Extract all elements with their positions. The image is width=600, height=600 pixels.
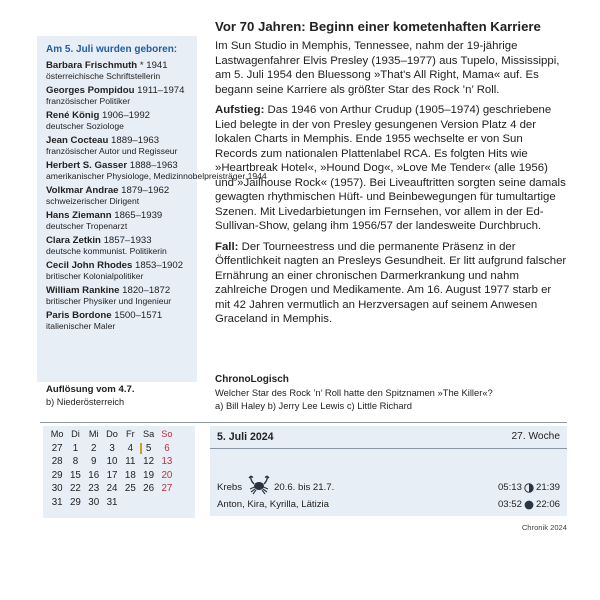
birth-name: Cecil John Rhodes	[46, 260, 133, 271]
birth-years: 1820–1872	[119, 285, 171, 296]
weekday-label: Mi	[88, 429, 99, 439]
birth-years: 1888–1963	[127, 160, 178, 171]
day-cell: 20	[161, 469, 173, 481]
birth-name: Barbara Frischmuth	[46, 60, 138, 71]
solution-box	[46, 383, 201, 408]
birth-description: schweizerischer Dirigent	[46, 196, 140, 206]
birth-years: * 1941	[137, 60, 168, 71]
day-cell: 30	[88, 496, 100, 508]
moonset-time: 22:06	[535, 499, 560, 510]
solution-text: b) Niederösterreich	[46, 397, 125, 407]
day-cell: 8	[72, 456, 79, 467]
calendar-week-row	[48, 469, 176, 483]
birth-entry	[46, 85, 191, 107]
day-divider	[210, 448, 567, 449]
birth-line	[46, 310, 191, 321]
birth-entry	[46, 235, 191, 257]
zodiac-name: Krebs	[217, 482, 243, 493]
birth-years: 1879–1962	[118, 185, 170, 196]
day-cell: 1	[72, 442, 79, 454]
day-cell: 19	[143, 469, 155, 481]
birth-years: 1865–1939	[111, 210, 163, 221]
sun-icon	[524, 483, 534, 493]
birth-years: 1906–1992	[99, 110, 150, 121]
birth-years: 1911–1974	[134, 85, 185, 96]
calendar-week-row	[48, 496, 176, 510]
week-number-cell: 29	[51, 469, 63, 481]
birth-entry	[46, 110, 191, 132]
copyright: Chronik 2024	[521, 523, 567, 532]
birth-years: 1889–1963	[108, 135, 160, 146]
birth-entry	[46, 135, 191, 157]
birth-description: französischer Politiker	[46, 96, 131, 106]
rise-label: Aufstieg:	[215, 104, 265, 116]
birth-description: deutscher Soziologe	[46, 121, 124, 131]
day-cell: 10	[106, 456, 118, 467]
birth-entry	[46, 185, 191, 207]
cancer-crab-icon	[247, 474, 271, 496]
moonrise-time: 03:52	[497, 499, 522, 510]
birth-description: italienischer Maler	[46, 321, 116, 331]
day-cell: 16	[88, 469, 100, 481]
chrono-question: Welcher Star des Rock ’n’ Roll hatte den Spitznamen »The Killer«?	[215, 387, 493, 398]
day-cell: 4	[127, 442, 134, 454]
sunrise-time: 05:13	[497, 482, 522, 493]
day-cell	[158, 496, 176, 510]
birth-name: Hans Ziemann	[46, 210, 112, 221]
day-cell	[121, 496, 139, 510]
birth-description: britischer Kolonialpolitiker	[46, 271, 144, 281]
chrono-answers: a) Bill Haley b) Jerry Lee Lewis c) Little Richard	[215, 400, 412, 411]
day-cell: 18	[124, 469, 136, 481]
birth-entry	[46, 310, 191, 332]
birth-line	[46, 160, 191, 171]
birth-description: deutscher Tropenarzt	[46, 221, 128, 231]
birth-years: 1853–1902	[132, 260, 184, 271]
day-cell: 24	[106, 483, 118, 494]
births-heading: Am 5. Juli wurden geboren:	[46, 44, 178, 55]
birth-line	[46, 185, 191, 196]
solution-title: Auflösung vom 4.7.	[46, 384, 135, 395]
day-cell: 12	[143, 456, 155, 467]
weekday-label: Fr	[126, 429, 135, 439]
calendar-weekday-row	[48, 428, 176, 442]
day-cell: 23	[88, 483, 100, 494]
birth-description: österreichische Schriftstellerin	[46, 71, 161, 81]
birth-line	[46, 210, 191, 221]
birth-line	[46, 85, 191, 96]
day-cell	[139, 496, 157, 510]
birth-entry	[46, 160, 267, 182]
day-date: 5. Juli 2024	[217, 431, 274, 443]
chrono-title: ChronoLogisch	[215, 374, 289, 385]
birth-years: 1500–1571	[111, 310, 163, 321]
fall-label: Fall:	[215, 240, 239, 253]
sun-times	[498, 482, 560, 493]
day-cell: 11	[125, 456, 136, 467]
week-number-cell: 31	[51, 496, 63, 508]
birth-line	[46, 135, 191, 146]
birth-description: deutsche kommunist. Politikerin	[46, 246, 167, 256]
birth-description: französischer Autor und Regisseur	[46, 146, 178, 156]
birth-entry	[46, 60, 191, 82]
day-cell: 29	[69, 496, 81, 508]
sunset-time: 21:39	[535, 482, 560, 493]
birth-name: Jean Cocteau	[46, 135, 109, 146]
day-cell: 27	[161, 483, 173, 494]
weekday-label: Mo	[50, 429, 64, 439]
rise-text: Das 1946 von Arthur Crudup (1905–1974) geschriebene Lied belegte in der von Presley gesungenen Version Platz 4 der lokalen Charts in Memphis. Ende 1955 wechselte er von Sun Records zum nationalen Plattenlabel RCA. Es folgten Hits wie »Heartbreak Hotel«, »Hound Dog«, »Love Me Tender« (alle 1956) und »Jailhouse Rock« (1957). Bei Liveauftritten sorgten seine damals gewagten rhythmischen Hüft- und Beinbewegungen für tumultartige Szenen. Mit Livedarbietungen im Fernsehen, vor allem in der Ed-Sullivan-Show, gelang ihm 1956/57 der landesweite Durchbruch.	[215, 104, 566, 232]
weekday-label: Di	[71, 429, 80, 439]
day-cell: 17	[106, 469, 118, 481]
calendar-week-row	[48, 455, 176, 469]
calendar-week-row	[48, 442, 176, 456]
birth-description: amerikanischer Physiologe, Medizinnobelpreisträger 1944	[46, 171, 267, 181]
day-cell: 25	[124, 483, 136, 494]
article-intro: Im Sun Studio in Memphis, Tennessee, nahm der 19-jährige Lastwagenfahrer Elvis Presley (1935–1977) aus Tupelo, Mississippi, am 5. Juli 1954 den Bluessong »That's All Right, Mama« auf. Es begann seine Karriere als größter Star des Rock ’n’ Roll.	[215, 40, 560, 96]
birth-line	[46, 285, 191, 296]
weekday-label: Sa	[143, 429, 155, 439]
birth-entry	[46, 210, 191, 232]
chrono-quiz	[215, 373, 567, 412]
birth-name: William Rankine	[46, 285, 120, 296]
week-number-cell: 28	[51, 456, 63, 467]
calendar-week-row	[48, 482, 176, 496]
day-cell: 15	[69, 469, 81, 481]
day-cell: 26	[143, 483, 155, 494]
zodiac-range: 20.6. bis 21.7.	[274, 482, 335, 493]
birth-entry	[46, 285, 191, 307]
fall-text: Der Tourneestress und die permanente Präsenz in der Öffentlichkeit nagten an Presleys Gesundheit. Er litt aufgrund falscher Ernährung an einer chronischen Darmerkrankung und nahm zahlreiche Drogen und Medikamente. Am 16. August 1977 starb er mit 42 Jahren vermutlich an Herzversagen auf seinem Anwesen Graceland in Memphis.	[215, 240, 567, 325]
birth-name: Volkmar Andrae	[46, 185, 119, 196]
birth-line	[46, 60, 191, 71]
day-cell: 2	[91, 442, 97, 454]
article-fall	[215, 240, 567, 327]
birth-name: Herbert S. Gasser	[46, 160, 128, 171]
calendar-grid	[48, 428, 176, 509]
birth-line	[46, 235, 191, 246]
day-info-panel	[210, 426, 567, 516]
month-calendar	[43, 426, 195, 518]
birth-name: René König	[46, 110, 100, 121]
day-cell: 9	[91, 456, 97, 467]
day-cell: 3	[109, 442, 115, 454]
day-cell: 31	[106, 496, 118, 508]
week-number-cell: 30	[51, 483, 63, 494]
weekday-label: So	[161, 429, 173, 439]
birth-line	[46, 260, 191, 271]
divider-line	[40, 422, 567, 423]
today-marker	[140, 443, 142, 454]
day-cell: 22	[69, 483, 81, 494]
article-title: Vor 70 Jahren: Beginn einer kometenhaften Karriere	[215, 19, 541, 34]
birth-description: britischer Physiker und Ingenieur	[46, 296, 172, 306]
birth-name: Paris Bordone	[46, 310, 112, 321]
weekday-label: Do	[106, 429, 118, 439]
week-number-cell: 27	[51, 442, 63, 454]
day-cell: 13	[161, 456, 173, 467]
name-days: Anton, Kira, Kyrilla, Lätizia	[217, 499, 329, 510]
birth-line	[46, 110, 191, 121]
day-cell: 5	[145, 442, 152, 454]
moon-times	[498, 499, 560, 510]
birth-entry	[46, 260, 191, 282]
week-number: 27. Woche	[511, 431, 560, 442]
birth-name: Clara Zetkin	[46, 235, 101, 246]
main-article	[215, 18, 567, 333]
article-rise	[215, 103, 567, 234]
birth-name: Georges Pompidou	[46, 85, 135, 96]
birth-years: 1857–1933	[100, 235, 152, 246]
moon-icon	[524, 500, 534, 510]
day-cell: 6	[164, 442, 170, 454]
